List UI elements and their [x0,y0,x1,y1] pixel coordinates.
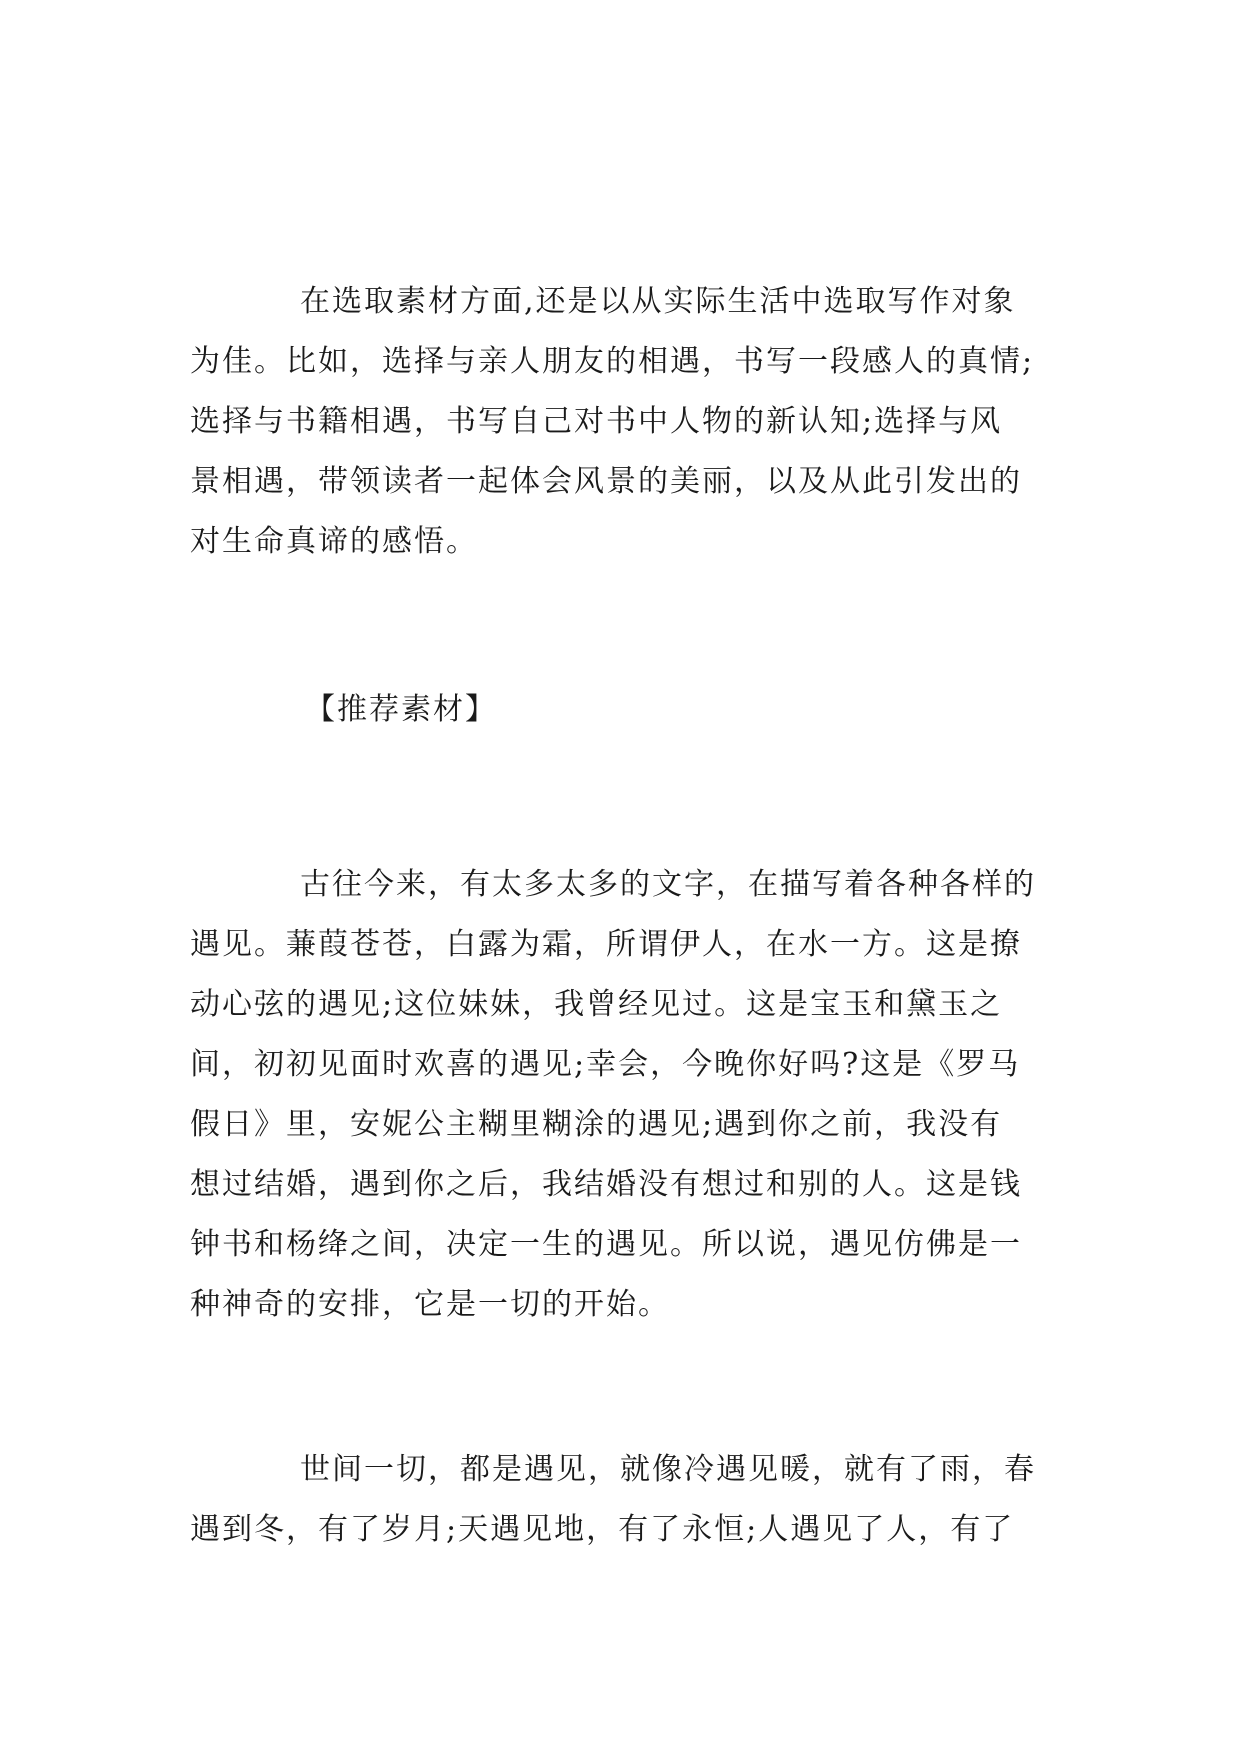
text-line: 钟书和杨绛之间，决定一生的遇见。所以说，遇见仿佛是一 [190,1227,1022,1262]
text-line: 选择与书籍相遇，书写自己对书中人物的新认知;选择与风 [190,404,1003,439]
text-line: 古往今来，有太多太多的文字，在描写着各种各样的 [300,867,1036,902]
text-line: 遇到冬，有了岁月;天遇见地，有了永恒;人遇见了人，有了 [190,1512,1015,1547]
text-line: 景相遇，带领读者一起体会风景的美丽，以及从此引发出的 [190,464,1022,499]
section-heading [305,680,705,740]
text-line: 世间一切，都是遇见，就像冷遇见暖，就有了雨，春 [300,1452,1036,1487]
paragraph-world-encounters [190,1440,1050,1560]
text-line: 间，初初见面时欢喜的遇见;幸会，今晚你好吗?这是《罗马 [190,1047,1021,1082]
heading-text: 【推荐素材】 [305,692,497,727]
text-line: 为佳。比如，选择与亲人朋友的相遇，书写一段感人的真情; [190,344,1035,379]
text-line: 种神奇的安排，它是一切的开始。 [190,1287,670,1322]
text-line: 在选取素材方面,还是以从实际生活中选取写作对象 [300,284,1016,319]
paragraph-encounters [190,855,1050,1335]
paragraph-material-selection [190,272,1050,572]
text-line: 遇见。蒹葭苍苍，白露为霜，所谓伊人，在水一方。这是撩 [190,927,1022,962]
text-line: 想过结婚，遇到你之后，我结婚没有想过和别的人。这是钱 [190,1167,1022,1202]
text-line: 动心弦的遇见;这位妹妹，我曾经见过。这是宝玉和黛玉之 [190,987,1003,1022]
text-line: 对生命真谛的感悟。 [190,524,478,559]
text-line: 假日》里，安妮公主糊里糊涂的遇见;遇到你之前，我没有 [190,1107,1003,1142]
